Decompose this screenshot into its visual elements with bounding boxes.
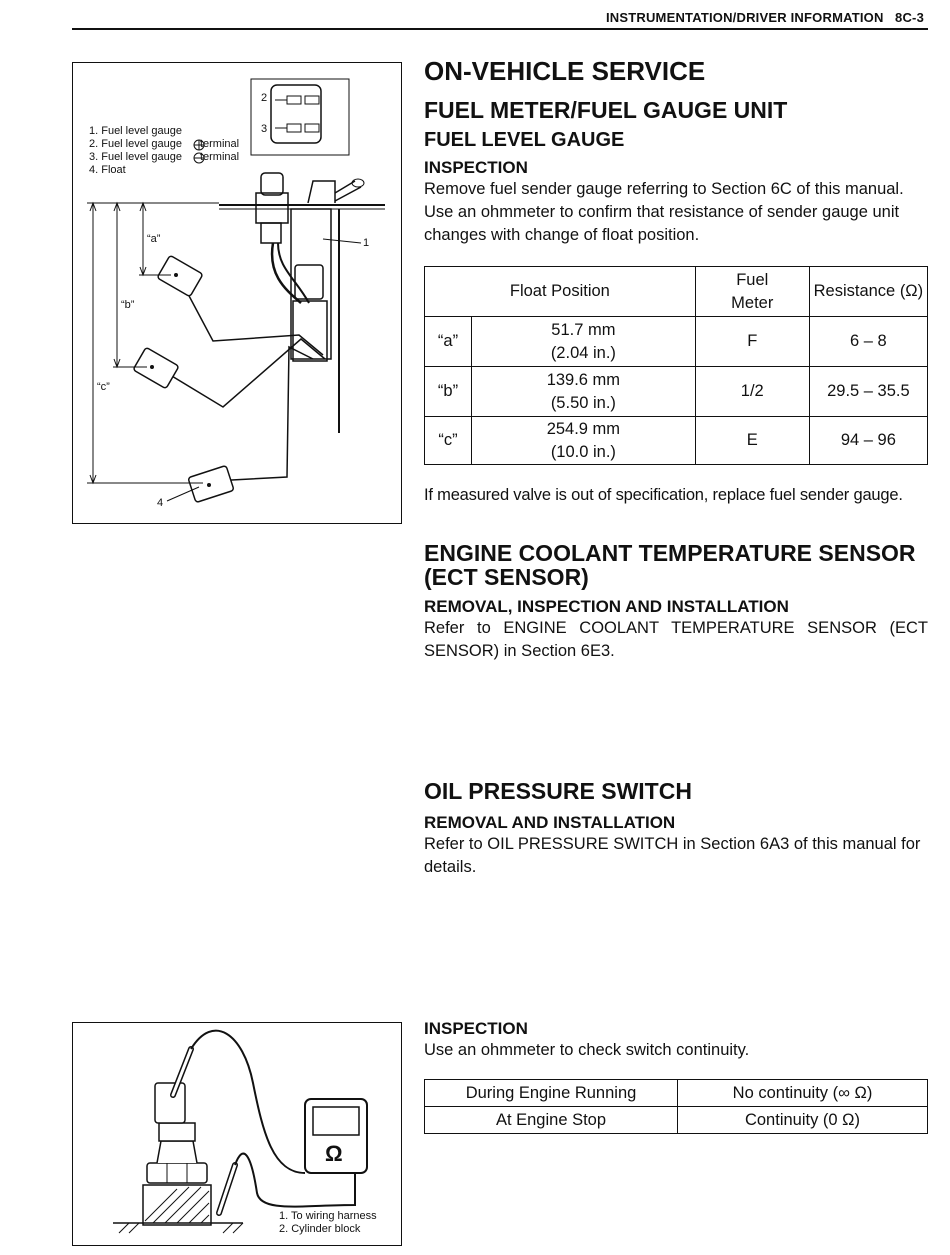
section-subtitle: FUEL METER/FUEL GAUGE UNIT	[424, 97, 788, 123]
inspection-heading: INSPECTION	[424, 1019, 528, 1038]
table-header-float-position: Float Position	[425, 267, 696, 317]
section-heading: REMOVAL AND INSTALLATION	[424, 813, 676, 832]
dimension-a-label: “a”	[147, 233, 161, 245]
inspection-text-2: Use an ohmmeter to confirm that resistance of sender gauge unit changes with change of float position.	[424, 203, 900, 244]
float-resistance-table	[424, 266, 928, 465]
legend-item-1: 1. Fuel level gauge	[89, 125, 182, 137]
inspection-heading: INSPECTION	[424, 158, 528, 177]
header-page-number: 8C-3	[895, 10, 924, 25]
legend-item-2: 2. Fuel level gauge terminal	[89, 138, 240, 150]
section-title: ENGINE COOLANT TEMPERATURE SENSOR (ECT SENSOR)	[424, 540, 916, 590]
section-heading: REMOVAL, INSPECTION AND INSTALLATION	[424, 597, 789, 616]
callout-1: 1	[363, 237, 370, 249]
figure2-legend	[279, 1210, 377, 1236]
table-row: “a” 51.7 mm (2.04 in.) F 6 – 8	[425, 317, 928, 367]
legend-item-2: 2. Cylinder block	[279, 1223, 361, 1235]
dimension-c-label: “c”	[97, 381, 110, 393]
table-header-fuel-meter: Fuel Meter	[695, 267, 809, 317]
section-title: OIL PRESSURE SWITCH	[424, 778, 692, 804]
figure1-legend	[89, 125, 239, 177]
table-header-resistance: Resistance (Ω)	[809, 267, 927, 317]
page-header	[72, 10, 928, 30]
legend-item-3: 3. Fuel level gauge terminal	[89, 151, 240, 163]
legend-item-4: 4. Float	[89, 164, 126, 176]
section-text: Refer to OIL PRESSURE SWITCH in Section 6A3 of this manual for details.	[424, 835, 921, 876]
switch-inspection-section	[424, 1019, 928, 1134]
section-text: Refer to ENGINE COOLANT TEMPERATURE SENSOR (ECT SENSOR) in Section 6E3.	[424, 619, 928, 660]
header-title: INSTRUMENTATION/DRIVER INFORMATION	[605, 10, 884, 25]
section-title: ON-VEHICLE SERVICE	[424, 56, 706, 86]
inspection-text-1: Remove fuel sender gauge referring to Section 6C of this manual.	[424, 180, 904, 198]
fuel-level-gauge-figure	[72, 62, 402, 524]
callout-3: 3	[261, 123, 268, 135]
table-row: “b” 139.6 mm (5.50 in.) 1/2 29.5 – 35.5	[425, 367, 928, 417]
legend-item-1: 1. To wiring harness	[279, 1210, 377, 1222]
dimension-b-label: “b”	[121, 299, 135, 311]
oil-pressure-switch-figure	[72, 1022, 402, 1246]
section-subsubtitle: FUEL LEVEL GAUGE	[424, 129, 625, 151]
continuity-table	[424, 1079, 928, 1134]
table-row: During Engine Running No continuity (∞ Ω)	[425, 1080, 928, 1107]
inspection-text: Use an ohmmeter to check switch continuity.	[424, 1041, 750, 1059]
callout-4: 4	[157, 497, 164, 509]
svg-text:Ω: Ω	[325, 1141, 343, 1166]
table-row: At Engine Stop Continuity (0 Ω)	[425, 1107, 928, 1134]
ect-sensor-section	[424, 541, 928, 663]
table-row: “c” 254.9 mm (10.0 in.) E 94 – 96	[425, 417, 928, 465]
oil-pressure-switch-section	[424, 778, 928, 879]
fuel-section	[424, 56, 928, 507]
callout-2: 2	[261, 92, 268, 104]
spec-note: If measured valve is out of specification, replace fuel sender gauge.	[424, 486, 903, 504]
